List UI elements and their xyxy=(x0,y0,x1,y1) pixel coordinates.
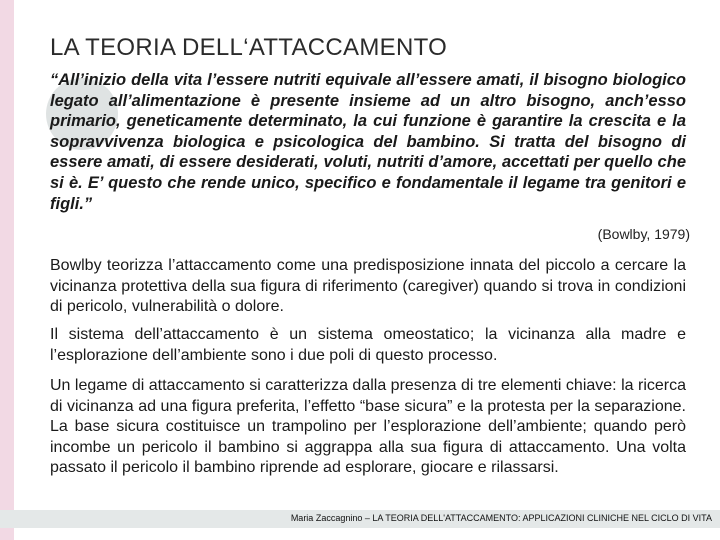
slide-title: LA TEORIA DELL‘ATTACCAMENTO xyxy=(50,34,448,61)
paragraph-key-elements: Un legame di attaccamento si caratterizza dalla presenza di tre elementi chiave: la ricerca di vicinanza ad una figura preferita, l’effetto “base sicura” e la protesta per la separazione. La base sicura costituisce un trampolino per l’esplorazione dell’ambiente; quando però incombe un pericolo il bambino si aggrappa alla sua figura di attaccamento. Una volta passato il pericolo il bambino riprende ad esplorare, giocare e rilassarsi. xyxy=(50,377,686,477)
left-accent-bar xyxy=(0,0,14,540)
paragraph-predisposition: Bowlby teorizza l’attaccamento come una predisposizione innata del piccolo a cercare la vicinanza protettiva della sua figura di riferimento (caregiver) quando si trova in condizioni di pericolo, vulnerabilità o dolore. xyxy=(50,257,686,316)
quote-citation: (Bowlby, 1979) xyxy=(597,226,690,242)
footer-text: Maria Zaccagnino – LA TEORIA DELL'ATTACCAMENTO: APPLICAZIONI CLINICHE NEL CICLO DI VITA xyxy=(290,513,712,523)
bowlby-quote: “All’inizio della vita l’essere nutriti equivale all’essere amati, il bisogno biologico legato all’alimentazione è presente insieme ad un altro bisogno, anch’esso primario, geneticamente determinato, la cui funzione è garantire la crescita e la sopravvivenza biologica e psicologica del bambino. Si tratta del bisogno di essere amati, di essere desiderati, voluti, nutriti d’amore, accettati per quello che si è. E’ questo che rende unico, specifico e fondamentale il legame tra genitori e figli.” xyxy=(50,71,686,213)
paragraph-homeostatic-system: Il sistema dell’attaccamento è un sistema omeostatico; la vicinanza alla madre e l’esplorazione dell’ambiente sono i due poli di questo processo. xyxy=(50,326,686,364)
